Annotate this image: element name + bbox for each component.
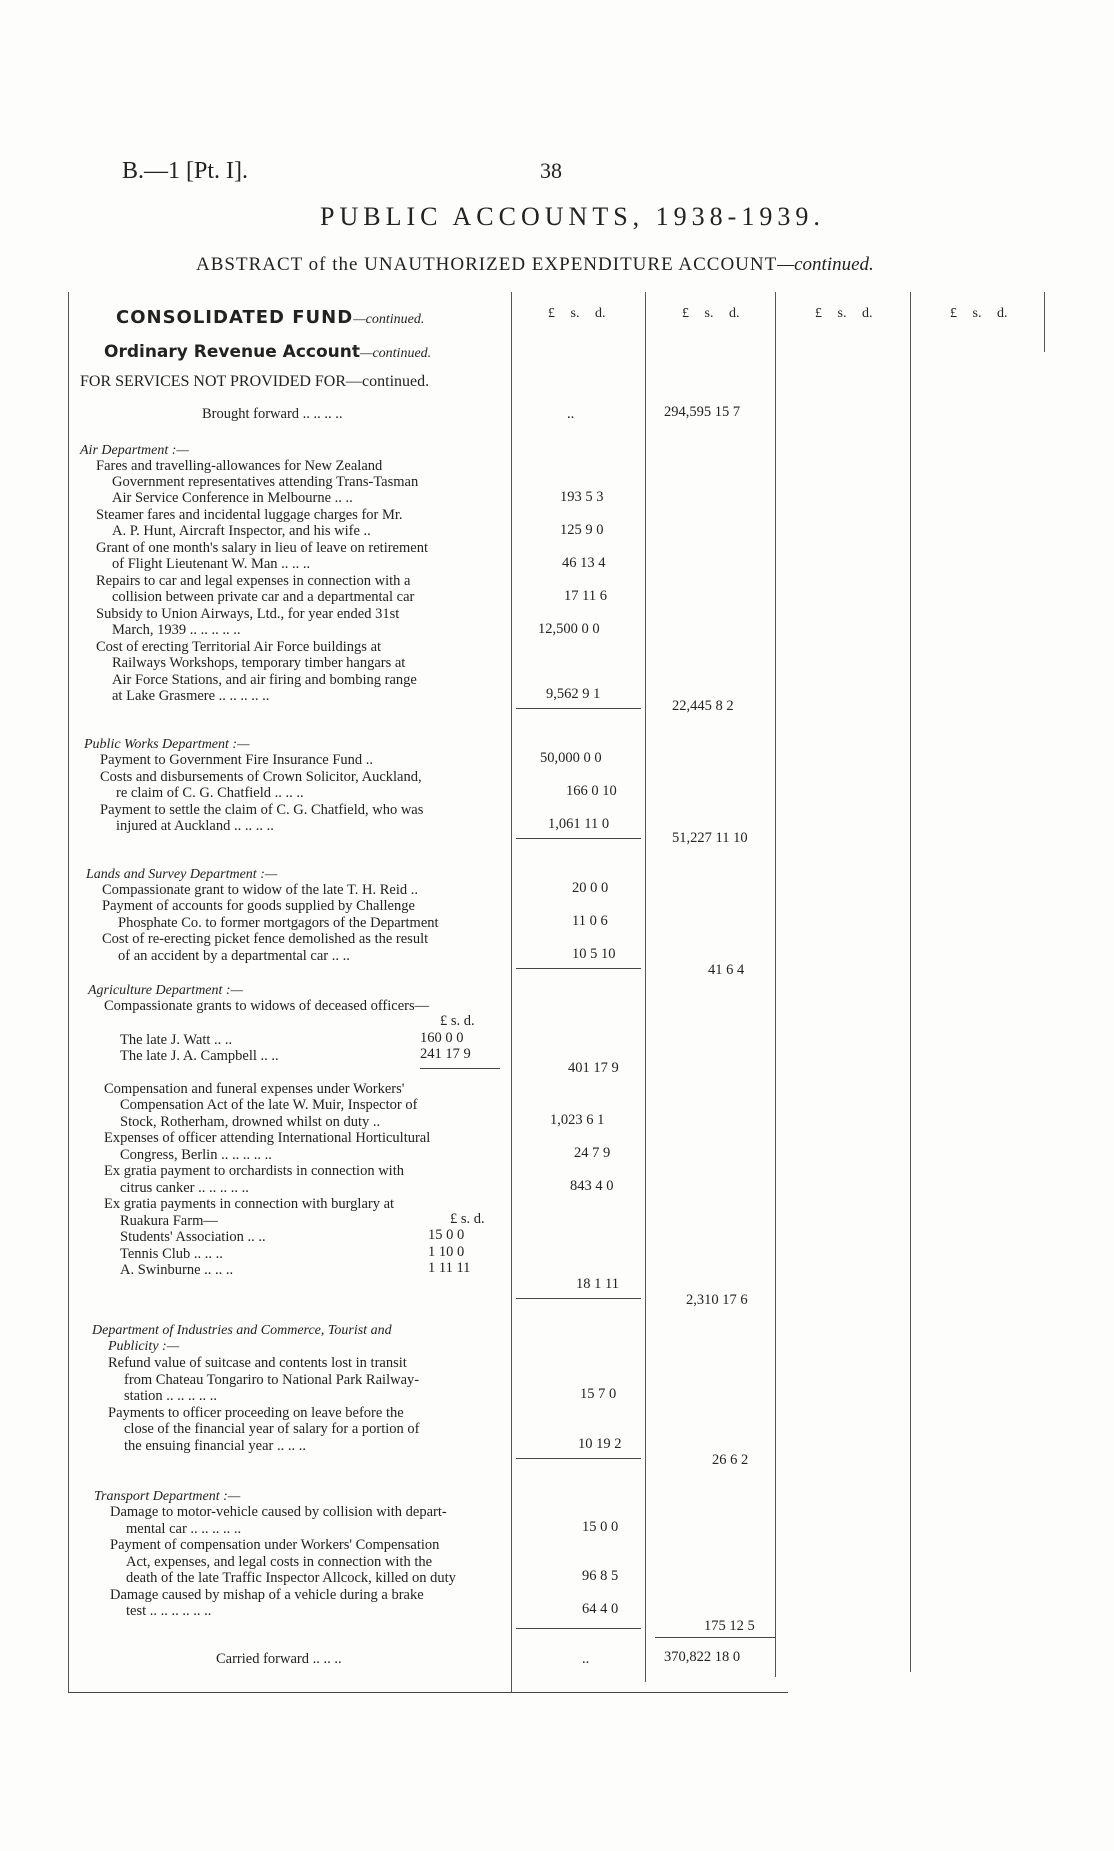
account-continued: —continued.	[360, 346, 432, 361]
air-amount: 46 13 4	[562, 555, 606, 571]
agri-farm-amount: 1 11 11	[428, 1260, 471, 1276]
industries-line: station .. .. .. .. ..	[124, 1388, 218, 1404]
lands-line: Compassionate grant to widow of the late T. H. Reid ..	[102, 882, 418, 898]
brought-forward-col1: ..	[567, 406, 575, 422]
carried-forward-col1: ..	[582, 1651, 590, 1667]
agri-line: Compassionate grants to widows of deceased officers—	[104, 998, 430, 1014]
agri-amount: 1,023 6 1	[550, 1112, 605, 1128]
works-line: Costs and disbursements of Crown Solicitor, Auckland,	[100, 769, 422, 785]
subtitle-main: ABSTRACT of the UNAUTHORIZED EXPENDITURE ACCOUNT	[196, 254, 778, 275]
works-line: re claim of C. G. Chatfield .. .. ..	[116, 785, 304, 801]
agri-line: Congress, Berlin .. .. .. .. ..	[120, 1147, 272, 1163]
agri-amount: 843 4 0	[570, 1178, 614, 1194]
transport-line: test .. .. .. .. .. ..	[126, 1603, 212, 1619]
lands-line: of an accident by a departmental car .. ..	[118, 948, 350, 964]
works-subtotal-rule	[516, 838, 641, 839]
air-amount: 193 5 3	[560, 489, 604, 505]
agri-amount: 18 1 11	[576, 1276, 619, 1292]
grand-total-rule	[655, 1637, 775, 1638]
air-line: Air Service Conference in Melbourne .. ..	[112, 490, 353, 506]
air-line: A. P. Hunt, Aircraft Inspector, and his wife ..	[112, 523, 371, 539]
agri-farm-name: A. Swinburne .. .. ..	[120, 1262, 234, 1278]
agri-farm-amount: 1 10 0	[428, 1244, 465, 1260]
lands-department-heading: Lands and Survey Department :—	[86, 867, 278, 882]
column-divider-1	[511, 292, 512, 1692]
works-amount: 166 0 10	[566, 783, 617, 799]
industries-line: close of the financial year of salary for a portion of	[124, 1421, 420, 1437]
agri-amount: 24 7 9	[574, 1145, 611, 1161]
fund-heading	[116, 307, 424, 328]
industries-department-heading-cont: Publicity :—	[108, 1339, 180, 1354]
air-line: Government representatives attending Trans-Tasman	[112, 474, 419, 490]
works-line: injured at Auckland .. .. .. ..	[116, 818, 274, 834]
agri-line: Compensation and funeral expenses under Workers'	[104, 1081, 405, 1097]
agri-amount: 401 17 9	[568, 1060, 619, 1076]
agri-widows-subheading: £ s. d.	[440, 1013, 475, 1029]
works-amount: 50,000 0 0	[540, 750, 602, 766]
industries-subtotal-rule	[516, 1458, 641, 1459]
agri-farm-amount: 15 0 0	[428, 1227, 465, 1243]
industries-amount: 15 7 0	[580, 1386, 617, 1402]
agri-line: Compensation Act of the late W. Muir, Inspector of	[120, 1097, 418, 1113]
transport-line: Payment of compensation under Workers' Compensation	[110, 1537, 440, 1553]
transport-line: mental car .. .. .. .. ..	[126, 1521, 242, 1537]
air-line: Railways Workshops, temporary timber hangars at	[112, 655, 406, 671]
agri-line: citrus canker .. .. .. .. ..	[120, 1180, 249, 1196]
lands-line: Phosphate Co. to former mortgagors of the Department	[118, 915, 439, 931]
agri-widow-amount: 241 17 9	[420, 1046, 471, 1062]
subtitle-continued: —continued.	[777, 254, 874, 275]
air-line: Subsidy to Union Airways, Ltd., for year ended 31st	[96, 606, 400, 622]
air-line: Cost of erecting Territorial Air Force buildings at	[96, 639, 382, 655]
column-divider-5	[1044, 292, 1045, 352]
transport-line: Damage to motor-vehicle caused by collision with depart-	[110, 1504, 447, 1520]
column-divider-3	[775, 292, 776, 1677]
industries-line: Refund value of suitcase and contents lost in transit	[108, 1355, 407, 1371]
air-line: Steamer fares and incidental luggage charges for Mr.	[96, 507, 403, 523]
services-heading: FOR SERVICES NOT PROVIDED FOR—continued.	[80, 373, 430, 390]
agri-line: Ex gratia payments in connection with burglary at	[104, 1196, 395, 1212]
agri-line: Ex gratia payment to orchardists in connection with	[104, 1163, 404, 1179]
column-heading-4: £ s. d.	[950, 306, 1008, 321]
works-line: Payment to settle the claim of C. G. Chatfield, who was	[100, 802, 424, 818]
industries-total: 26 6 2	[712, 1452, 749, 1468]
agri-widows-rule	[420, 1068, 500, 1069]
works-total: 51,227 11 10	[672, 830, 748, 846]
table-border-bottom	[68, 1692, 788, 1693]
air-line: Grant of one month's salary in lieu of leave on retirement	[96, 540, 428, 556]
document-reference: B.—1 [Pt. I].	[122, 158, 248, 184]
transport-line: Damage caused by mishap of a vehicle during a brake	[110, 1587, 424, 1603]
lands-subtotal-rule	[516, 968, 641, 969]
transport-amount: 96 8 5	[582, 1568, 619, 1584]
table-border-left	[68, 292, 69, 1692]
transport-amount: 64 4 0	[582, 1601, 619, 1617]
carried-forward-total: 370,822 18 0	[664, 1649, 741, 1665]
air-amount: 9,562 9 1	[546, 686, 601, 702]
transport-total: 175 12 5	[704, 1618, 755, 1634]
lands-amount: 11 0 6	[572, 913, 608, 929]
column-heading-2: £ s. d.	[682, 306, 740, 321]
agri-widow-name: The late J. A. Campbell .. ..	[120, 1048, 279, 1064]
agri-farm-name: Students' Association .. ..	[120, 1229, 266, 1245]
page-subtitle	[196, 254, 874, 276]
air-line: of Flight Lieutenant W. Man .. .. ..	[112, 556, 311, 572]
column-divider-2	[645, 292, 646, 1682]
air-line: March, 1939 .. .. .. .. ..	[112, 622, 241, 638]
agri-line: Ruakura Farm—	[120, 1213, 218, 1229]
agri-line: Stock, Rotherham, drowned whilst on duty ..	[120, 1114, 381, 1130]
air-line: collision between private car and a departmental car	[112, 589, 415, 605]
industries-line: the ensuing financial year .. .. ..	[124, 1438, 306, 1454]
transport-line: Act, expenses, and legal costs in connection with the	[126, 1554, 433, 1570]
industries-line: Payments to officer proceeding on leave before the	[108, 1405, 404, 1421]
air-amount: 125 9 0	[560, 522, 604, 538]
air-line: at Lake Grasmere .. .. .. .. ..	[112, 688, 270, 704]
industries-line: from Chateau Tongariro to National Park Railway-	[124, 1372, 420, 1388]
transport-subtotal-rule	[516, 1628, 641, 1629]
fund-continued: —continued.	[353, 312, 425, 327]
page-number: 38	[540, 158, 562, 183]
lands-line: Payment of accounts for goods supplied by Challenge	[102, 898, 415, 914]
page-title: PUBLIC ACCOUNTS, 1938-1939.	[320, 202, 825, 231]
works-amount: 1,061 11 0	[548, 816, 610, 832]
agri-widow-amount: 160 0 0	[420, 1030, 464, 1046]
transport-department-heading: Transport Department :—	[94, 1489, 241, 1504]
agri-farm-name: Tennis Club .. .. ..	[120, 1246, 223, 1262]
account-name: Ordinary Revenue Account	[104, 342, 360, 362]
air-amount: 12,500 0 0	[538, 621, 600, 637]
agri-widow-name: The late J. Watt .. ..	[120, 1032, 233, 1048]
air-line: Fares and travelling-allowances for New Zealand	[96, 458, 383, 474]
industries-department-heading: Department of Industries and Commerce, Tourist and	[92, 1323, 392, 1338]
lands-line: Cost of re-erecting picket fence demolished as the result	[102, 931, 429, 947]
brought-forward-label: Brought forward .. .. .. ..	[202, 406, 343, 422]
brought-forward-total: 294,595 15 7	[664, 404, 741, 420]
fund-name: CONSOLIDATED FUND	[116, 307, 354, 328]
lands-amount: 10 5 10	[572, 946, 616, 962]
column-divider-4	[910, 292, 911, 1672]
transport-line: death of the late Traffic Inspector Allcock, killed on duty	[126, 1570, 456, 1586]
transport-amount: 15 0 0	[582, 1519, 619, 1535]
air-line: Repairs to car and legal expenses in connection with a	[96, 573, 411, 589]
column-heading-1: £ s. d.	[548, 306, 606, 321]
air-total: 22,445 8 2	[672, 698, 734, 714]
air-department-heading: Air Department :—	[80, 443, 189, 458]
column-heading-3: £ s. d.	[815, 306, 873, 321]
air-amount: 17 11 6	[564, 588, 607, 604]
lands-amount: 20 0 0	[572, 880, 609, 896]
carried-forward-label: Carried forward .. .. ..	[216, 1651, 342, 1667]
agri-total: 2,310 17 6	[686, 1292, 748, 1308]
agri-department-heading: Agriculture Department :—	[88, 983, 244, 998]
air-line: Air Force Stations, and air firing and bombing range	[112, 672, 417, 688]
agri-farm-subheading: £ s. d.	[450, 1211, 485, 1227]
industries-amount: 10 19 2	[578, 1436, 622, 1452]
agri-subtotal-rule	[516, 1298, 641, 1299]
works-department-heading: Public Works Department :—	[84, 737, 250, 752]
agri-line: Expenses of officer attending International Horticultural	[104, 1130, 431, 1146]
lands-total: 41 6 4	[708, 962, 745, 978]
works-line: Payment to Government Fire Insurance Fund ..	[100, 752, 374, 768]
air-subtotal-rule	[516, 708, 641, 709]
account-heading	[104, 342, 431, 362]
